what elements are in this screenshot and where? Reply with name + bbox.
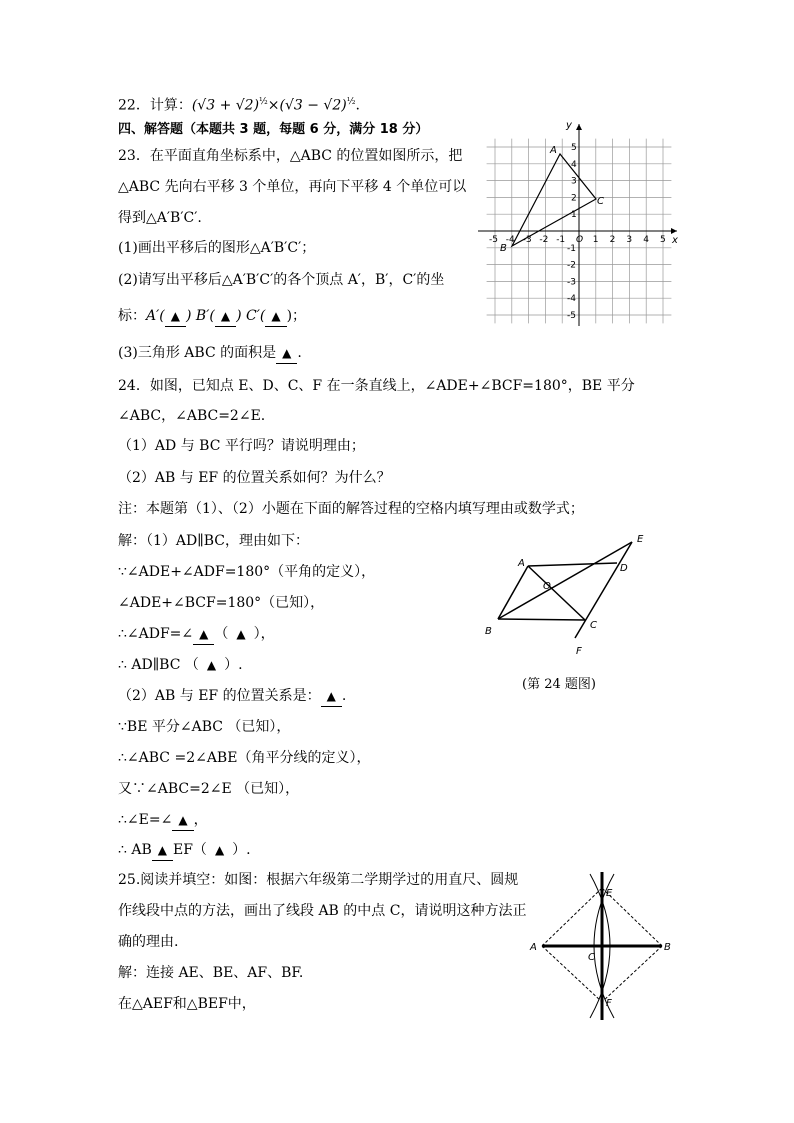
q24-sol1: 解：（1）AD∥BC，理由如下： <box>118 533 309 549</box>
x-tick-label: 5 <box>660 235 666 245</box>
point-a-label: A <box>550 145 557 156</box>
segment-ef <box>575 542 632 638</box>
y-axis-label: y <box>566 120 572 131</box>
segment-ad <box>528 563 617 566</box>
y-tick-label: -4 <box>567 294 576 305</box>
q24-s3-text: ∴∠ADF=∠ <box>118 626 194 642</box>
q23-part3-text: (3)三角形 ABC 的面积是 <box>118 345 277 361</box>
q24-t2: ∴∠ABC =2∠ABE（角平分线的定义）， <box>118 750 371 766</box>
fig24-label-f: F <box>576 646 582 657</box>
q22-prefix: 22．计算： <box>118 97 192 114</box>
point-b-label: B <box>500 243 507 254</box>
y-tick-label: 1 <box>571 210 577 221</box>
q24-figure <box>480 530 660 660</box>
x-tick-label: -4 <box>505 235 515 245</box>
y-tick-label: -3 <box>567 277 576 288</box>
q24-sol2 <box>118 686 346 707</box>
q24-s1: ∵∠ADE+∠ADF=180°（平角的定义）， <box>118 564 376 580</box>
segment-ae <box>542 888 602 946</box>
q23-part3-end: . <box>297 345 302 361</box>
fig25-label-f: F <box>606 998 612 1009</box>
fig24-label-o: O <box>543 581 551 592</box>
q23-line3: 得到△A′B′C′. <box>118 210 202 226</box>
y-tick-label: 5 <box>571 143 577 153</box>
q24-s4 <box>118 655 243 675</box>
q23-coordinate-grid <box>470 118 685 333</box>
x-tick-label: -3 <box>522 235 532 245</box>
y-tick-label: -1 <box>567 243 576 254</box>
q24-t4-blank[interactable]: ▲ <box>172 810 193 831</box>
q24-t5-blank1[interactable]: ▲ <box>152 840 173 861</box>
x-tick-label: 1 <box>592 235 599 245</box>
fig25-label-c: C <box>588 952 595 963</box>
fig25-label-b: B <box>664 942 671 953</box>
q23-coord-c-blank[interactable]: ▲ <box>265 306 286 327</box>
q23-coord-b-blank[interactable]: ▲ <box>215 306 236 327</box>
q22-times: ×(√3 − √2) <box>267 97 347 114</box>
fig24-label-d: D <box>620 563 628 574</box>
q25-s1: 在△AEF和△BEF中， <box>118 996 256 1012</box>
q24-line1: 24．如图，已知点 E、D、C、F 在一条直线上，∠ADE+∠BCF=180°，BE 平分 <box>118 378 635 394</box>
q23-part2: (2)请写出平移后△A′B′C′的各个顶点 A′，B′，C′的坐 <box>118 272 445 288</box>
q24-s3-end: ）， <box>253 626 275 642</box>
y-axis-arrow <box>576 124 582 130</box>
x-tick-label: 3 <box>626 235 633 245</box>
q23-coord-c-label: ) C′( <box>236 308 266 324</box>
q24-note: 注：本题第（1）、（2）小题在下面的解答过程的空格内填写理由或数学式； <box>118 501 584 517</box>
q24-s4-text: ∴ AD∥BC （ <box>118 657 199 673</box>
fig24-label-e: E <box>637 534 644 545</box>
q23-area-blank[interactable]: ▲ <box>276 343 297 364</box>
q25-line2: 作线段中点的方法，画出了线段 AB 的中点 C，请说明这种方法正 <box>118 903 527 919</box>
section-title: 四、解答题（本题共 3 题，每题 6 分，满分 18 分） <box>118 122 429 137</box>
q24-s4-end: ）. <box>224 657 243 673</box>
q24-t3: 又∵∠ABC=2∠E （已知）， <box>118 781 300 797</box>
q24-t4 <box>118 810 208 831</box>
q24-t4-end: ， <box>193 812 208 828</box>
q24-s4-blank[interactable]: ▲ <box>206 658 217 672</box>
triangle-abc <box>512 154 596 246</box>
q23-part2b <box>118 306 306 327</box>
q25-line3: 确的理由. <box>118 934 179 950</box>
q24-s3-blank2[interactable]: ▲ <box>236 627 246 641</box>
x-tick-label: -5 <box>489 235 498 245</box>
segment-bf <box>602 946 662 1002</box>
q25-line1: 25.阅读并填空：如图：根据六年级第二学期学过的用直尺、圆规 <box>118 872 519 888</box>
fig24-label-c: C <box>590 620 597 631</box>
q24-t5-blank2[interactable]: ▲ <box>214 843 225 857</box>
q24-s3-blank1[interactable]: ▲ <box>193 624 214 645</box>
q24-t1: ∵BE 平分∠ABC （已知）， <box>118 719 291 735</box>
q23-line2: △ABC 先向右平移 3 个单位，再向下平移 4 个单位可以 <box>118 179 467 195</box>
q24-part1: （1）AD 与 BC 平行吗？请说明理由； <box>118 438 365 454</box>
y-tick-label: 2 <box>571 193 577 204</box>
q22-exp2: ½ <box>346 97 356 107</box>
q23-coord-label: 标： <box>118 308 146 324</box>
q24-t5-mid: EF（ <box>173 842 207 858</box>
q24-t5 <box>118 840 251 861</box>
q23-coord-a-blank[interactable]: ▲ <box>165 306 186 327</box>
q23-coord-end: )； <box>286 308 307 324</box>
q24-part2: （2）AB 与 EF 的位置关系如何？为什么？ <box>118 470 391 486</box>
fig25-label-e: E <box>606 888 613 899</box>
q22-end: . <box>355 97 360 114</box>
x-tick-label: 2 <box>609 235 616 245</box>
fig25-label-a: A <box>530 942 537 953</box>
q25-sol: 解：连接 AE、BE、AF、BF. <box>118 965 304 981</box>
q22-expr: (√3 + √2) <box>191 97 260 114</box>
q23-part1: (1)画出平移后的图形△A′B′C′； <box>118 240 316 256</box>
x-tick-label: -1 <box>556 235 566 245</box>
q23-line1: 23．在平面直角坐标系中，△ABC 的位置如图所示，把 <box>118 148 463 164</box>
x-tick-label: -2 <box>539 235 549 245</box>
point-c-label: C <box>597 196 604 207</box>
y-tick-label: 3 <box>571 176 577 187</box>
fig24-label-b: B <box>485 626 492 637</box>
q23-part3 <box>118 343 302 364</box>
x-tick-label: 4 <box>643 235 649 245</box>
q23-coord-a-label: A′( <box>146 308 165 324</box>
q24-s3 <box>118 624 275 645</box>
q23-coord-b-label: ) B′( <box>186 308 215 324</box>
q24-sol2-text: （2）AB 与 EF 的位置关系是： <box>118 688 321 704</box>
q24-sol2-end: . <box>341 688 347 704</box>
q22-exp1: ½ <box>259 97 268 107</box>
q24-line2: ∠ABC，∠ABC=2∠E. <box>118 408 266 424</box>
q22-line <box>118 92 360 116</box>
x-axis-arrow <box>671 228 677 234</box>
q24-figure-caption: (第 24 题图) <box>522 677 596 692</box>
q24-s3-mid: （ <box>214 626 229 642</box>
q25-figure <box>520 868 690 1023</box>
x-axis-label: x <box>672 235 678 246</box>
y-tick-label: -2 <box>567 260 576 271</box>
q24-t4-text: ∴∠E=∠ <box>118 812 173 828</box>
q24-s2: ∠ADE+∠BCF=180°（已知）， <box>118 595 325 611</box>
q24-t5-end: ）. <box>232 842 251 858</box>
q24-t5-text: ∴ AB <box>118 842 152 858</box>
segment-be <box>498 542 632 619</box>
q24-sol2-blank[interactable]: ▲ <box>321 686 342 707</box>
segment-bc <box>498 619 585 620</box>
y-tick-label: -5 <box>567 311 576 321</box>
x-tick-label: O <box>576 235 584 245</box>
y-tick-label: 4 <box>571 159 577 170</box>
fig24-label-a: A <box>518 558 525 569</box>
